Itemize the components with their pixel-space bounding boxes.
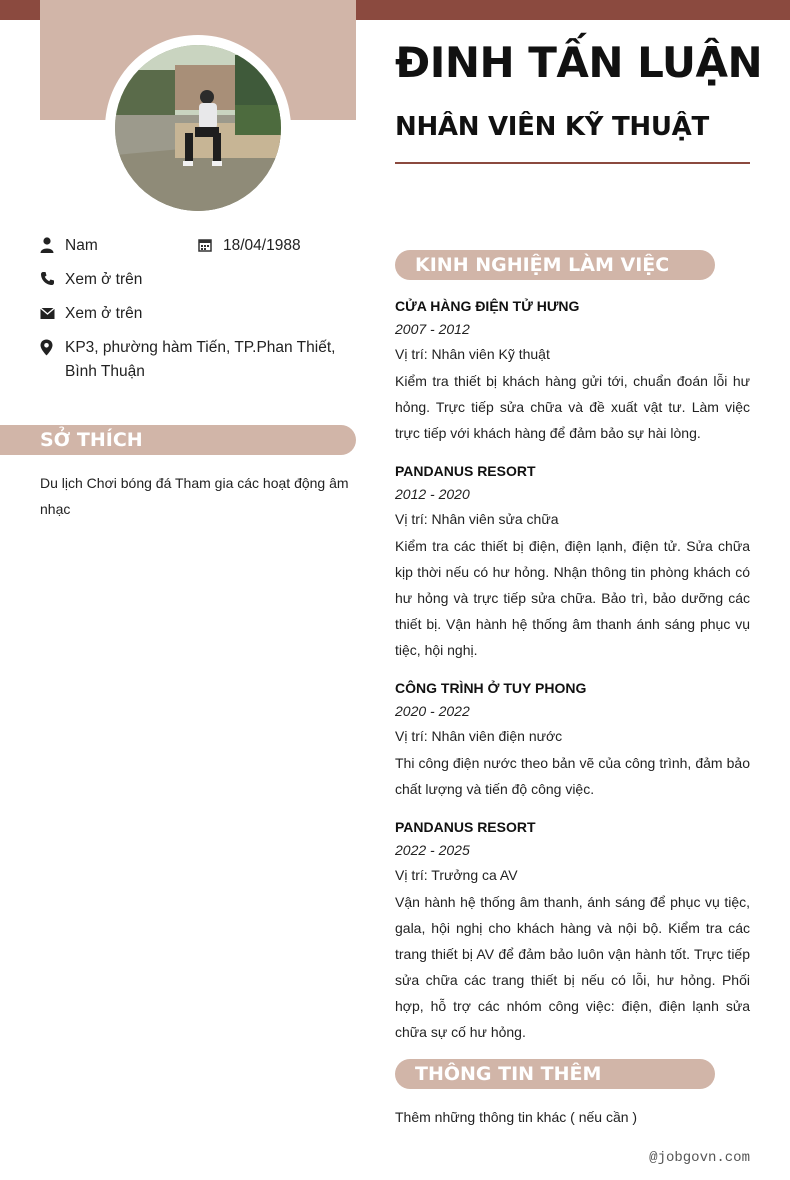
company-name: CÔNG TRÌNH Ở TUY PHONG: [395, 680, 587, 696]
job-description: Kiểm tra thiết bị khách hàng gửi tới, chuẩn đoán lỗi hư hỏng. Trực tiếp sửa chữa và đề xuất vật tư. Làm việc trực tiếp với khách hàng để đảm bảo sự hài lòng.: [395, 373, 750, 441]
position-title: Vị trí: Nhân viên điện nước: [395, 728, 563, 744]
email-icon: [40, 307, 56, 323]
phone-icon: [40, 271, 56, 287]
birthday-value: 18/04/1988: [223, 237, 301, 254]
candidate-name: ĐINH TẤN LUẬN: [395, 38, 763, 87]
calendar-icon: [198, 238, 214, 254]
experience-item: [395, 815, 750, 1045]
position-title: Vị trí: Trưởng ca AV: [395, 867, 518, 883]
job-description: Vận hành hệ thống âm thanh, ánh sáng để phục vụ tiệc, gala, hội nghị cho khách hàng và nội bộ. Kiểm tra các trang thiết bị AV để đảm bảo luôn vận hành tốt. Trực tiếp sửa chữa các trang thiết bị nếu có lỗi, hư hỏng. Phối hợp, hỗ trợ các nhóm công việc: điện, điện lạnh sửa chữa sự cố hư hỏng.: [395, 894, 750, 1040]
employment-period: 2022 - 2025: [395, 842, 470, 858]
phone-value: Xem ở trên: [65, 271, 143, 288]
additional-info-heading: THÔNG TIN THÊM: [395, 1059, 715, 1089]
company-name: CỬA HÀNG ĐIỆN TỬ HƯNG: [395, 298, 580, 314]
job-description: Kiểm tra các thiết bị điện, điện lạnh, điện tử. Sửa chữa kịp thời nếu có hư hỏng. Nhận thông tin phòng khách có hư hỏng và trực tiếp sửa chữa. Bảo trì, bảo dưỡng các thiết bị. Vận hành hệ thống âm thanh ánh sáng phục vụ tiệc, hội nghị.: [395, 538, 750, 658]
watermark: @jobgovn.com: [649, 1150, 750, 1166]
person-icon: [40, 237, 56, 253]
employment-period: 2012 - 2020: [395, 486, 470, 502]
company-name: PANDANUS RESORT: [395, 463, 536, 479]
experience-item: [395, 294, 750, 446]
location-pin-icon: [40, 339, 56, 355]
employment-period: 2020 - 2022: [395, 703, 470, 719]
email-value: Xem ở trên: [65, 305, 143, 322]
additional-info-text: Thêm những thông tin khác ( nếu cần ): [395, 1109, 638, 1125]
hobbies-text: Du lịch Chơi bóng đá Tham gia các hoạt động âm nhạc: [40, 475, 349, 517]
address-value: KP3, phường hàm Tiến, TP.Phan Thiết, Bình Thuận: [65, 339, 336, 380]
company-name: PANDANUS RESORT: [395, 819, 536, 835]
experience-item: [395, 676, 750, 802]
position-title: Vị trí: Nhân viên Kỹ thuật: [395, 346, 550, 362]
employment-period: 2007 - 2012: [395, 321, 470, 337]
job-title: NHÂN VIÊN KỸ THUẬT: [395, 112, 709, 142]
experience-heading: KINH NGHIỆM LÀM VIỆC: [395, 250, 715, 280]
hobbies-heading: SỞ THÍCH: [0, 425, 356, 455]
job-description: Thi công điện nước theo bản vẽ của công trình, đảm bảo chất lượng và tiến độ công việc.: [395, 755, 750, 797]
experience-item: [395, 459, 750, 663]
position-title: Vị trí: Nhân viên sửa chữa: [395, 511, 559, 527]
gender-value: Nam: [65, 237, 98, 254]
title-divider: [395, 162, 750, 164]
avatar: [115, 45, 281, 211]
